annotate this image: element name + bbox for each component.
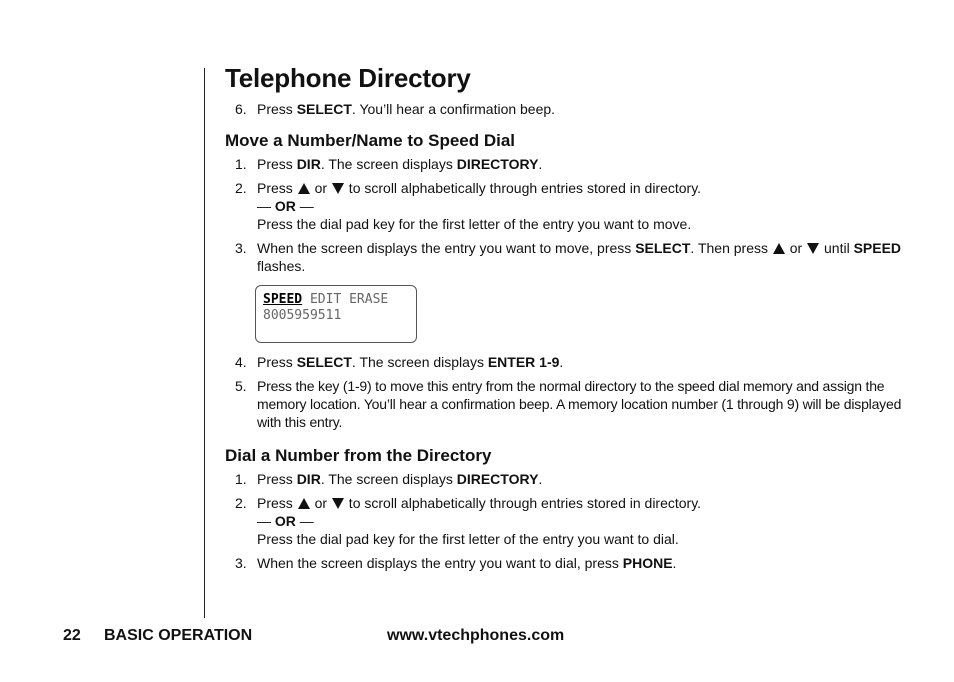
down-arrow-icon: [807, 243, 819, 254]
lcd-display: [255, 285, 417, 343]
speed-step-5: 5. Press the key (1-9) to move this entry from the normal directory to the speed dial memory and assign the memory location. You’ll hear a confirmation beep. A memory location number (1 through 9) will be displayed with this entry.: [235, 378, 902, 430]
lcd-phone-number: 8005959511: [263, 308, 342, 323]
step-6: 6. Press SELECT. You’ll hear a confirmation beep.: [235, 101, 556, 117]
or-label: OR: [274, 198, 296, 214]
section-heading-speed-dial: Move a Number/Name to Speed Dial: [225, 131, 516, 150]
footer-url: www.vtechphones.com: [387, 627, 565, 644]
lcd-speed-option: SPEED: [263, 292, 303, 307]
lcd-other-options: EDIT ERASE: [302, 292, 389, 307]
footer-section: BASIC OPERATION: [104, 627, 253, 644]
dial-step-1: 1. Press DIR. The screen displays DIRECTORY.: [235, 471, 543, 487]
dial-step-3: 3. When the screen displays the entry you want to dial, press PHONE.: [235, 555, 677, 571]
page-number: 22: [63, 627, 81, 644]
up-arrow-icon: [773, 243, 785, 254]
down-arrow-icon: [332, 498, 344, 509]
margin-rule: [204, 68, 205, 618]
or-label: OR: [274, 513, 296, 529]
up-arrow-icon: [298, 183, 310, 194]
speed-step-1: 1. Press DIR. The screen displays DIRECTORY.: [235, 156, 543, 172]
dial-step-2: 2. Press or to scroll alphabetically through entries stored in directory. — OR — Press the dial pad key for the first letter of the entry you want to dial.: [235, 495, 702, 547]
up-arrow-icon: [298, 498, 310, 509]
speed-step-4: 4. Press SELECT. The screen displays ENTER 1-9.: [235, 354, 564, 370]
down-arrow-icon: [332, 183, 344, 194]
speed-step-3: 3. When the screen displays the entry you want to move, press SELECT. Then press or until SPEED flashes.: [235, 240, 902, 274]
speed-step-2: 2. Press or to scroll alphabetically through entries stored in directory. — OR — Press the dial pad key for the first letter of the entry you want to move.: [235, 180, 702, 232]
page-title: Telephone Directory: [225, 63, 471, 93]
section-heading-dial: Dial a Number from the Directory: [225, 446, 492, 465]
page-content: [225, 62, 905, 572]
